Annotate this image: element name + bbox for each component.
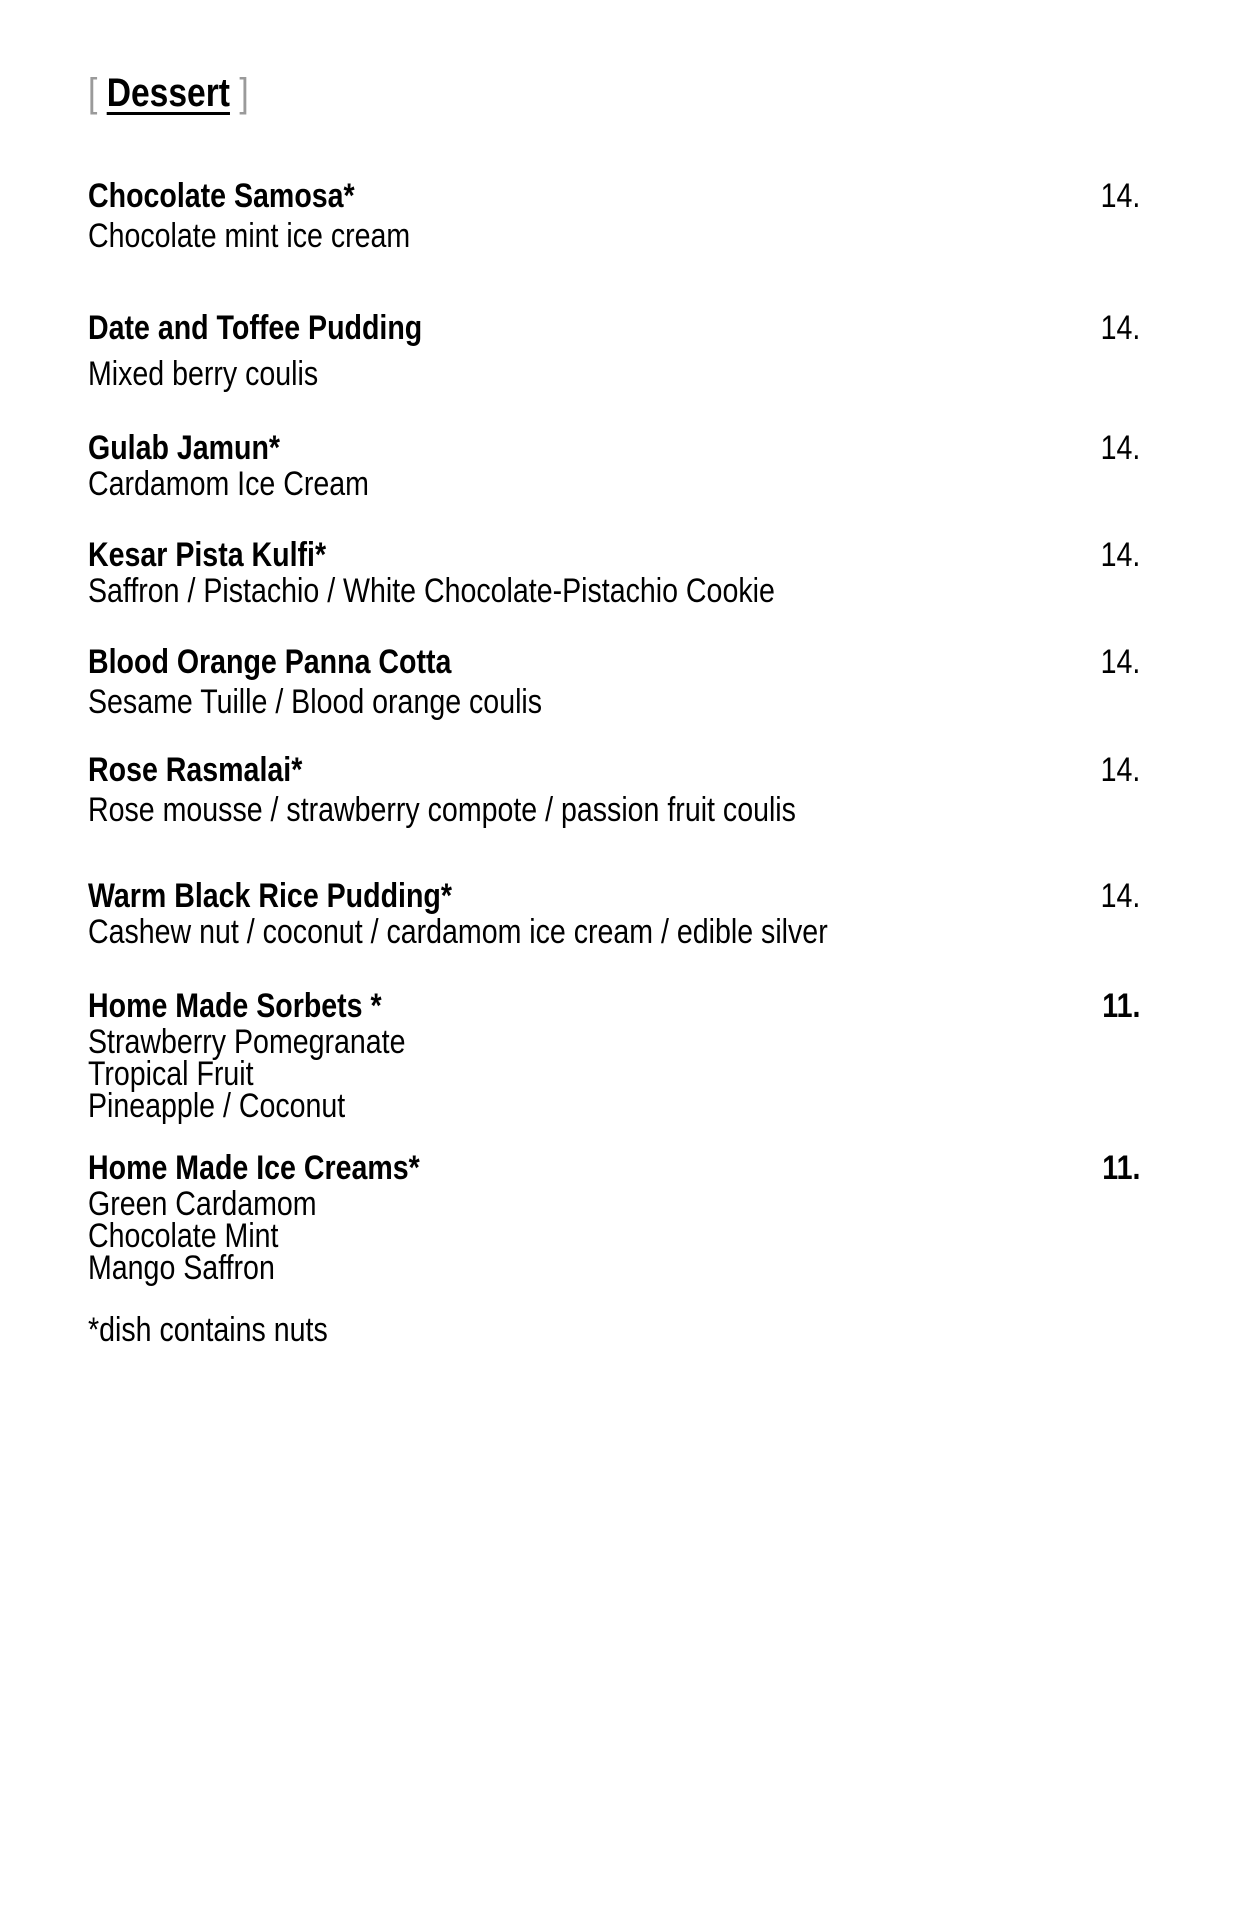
menu-item <box>88 750 1140 830</box>
heading-bracket-open: [ <box>88 71 98 115</box>
item-description-line: Pineapple / Coconut <box>88 1087 346 1125</box>
item-description-line: Green Cardamom <box>88 1185 317 1223</box>
item-description-line: Strawberry Pomegranate <box>88 1023 406 1061</box>
item-description: Cashew nut / coconut / cardamom ice cream / edible silver <box>88 913 828 951</box>
item-name: Rose Rasmalai* <box>88 751 303 789</box>
item-price: 14. <box>1100 429 1140 467</box>
menu-item <box>88 876 1140 951</box>
menu-item <box>88 176 1140 256</box>
menu-item <box>88 308 1140 394</box>
item-name: Kesar Pista Kulfi* <box>88 536 327 574</box>
item-price: 11. <box>1101 987 1140 1025</box>
item-name: Chocolate Samosa* <box>88 177 355 215</box>
item-price: 14. <box>1100 643 1140 681</box>
menu-item <box>88 428 1140 503</box>
nuts-footnote: *dish contains nuts <box>88 1311 328 1349</box>
item-price: 14. <box>1100 536 1140 574</box>
item-description: Sesame Tuille / Blood orange coulis <box>88 683 543 721</box>
item-name: Blood Orange Panna Cotta <box>88 643 452 681</box>
item-price: 14. <box>1100 751 1140 789</box>
item-price: 14. <box>1100 309 1140 347</box>
menu-title: Dessert <box>106 71 230 115</box>
item-name: Home Made Sorbets * <box>88 987 382 1025</box>
item-name: Warm Black Rice Pudding* <box>88 877 452 915</box>
item-name: Home Made Ice Creams* <box>88 1149 420 1187</box>
menu-heading <box>88 68 249 118</box>
item-price: 11. <box>1101 1149 1140 1187</box>
menu-item <box>88 642 1140 722</box>
item-description: Cardamom Ice Cream <box>88 465 369 503</box>
item-description-line: Tropical Fruit <box>88 1055 254 1093</box>
item-description: Chocolate mint ice cream <box>88 217 411 255</box>
item-description-line: Chocolate Mint <box>88 1217 279 1255</box>
item-description: Rose mousse / strawberry compote / passion fruit coulis <box>88 791 796 829</box>
item-description: Mixed berry coulis <box>88 355 319 393</box>
menu-item <box>88 535 1140 610</box>
heading-bracket-close: ] <box>239 71 249 115</box>
item-price: 14. <box>1100 177 1140 215</box>
item-price: 14. <box>1100 877 1140 915</box>
menu-item <box>88 1148 1140 1287</box>
item-name: Date and Toffee Pudding <box>88 309 423 347</box>
item-description: Saffron / Pistachio / White Chocolate-Pistachio Cookie <box>88 572 775 610</box>
menu-item <box>88 986 1140 1125</box>
item-description-line: Mango Saffron <box>88 1249 275 1287</box>
item-name: Gulab Jamun* <box>88 429 281 467</box>
